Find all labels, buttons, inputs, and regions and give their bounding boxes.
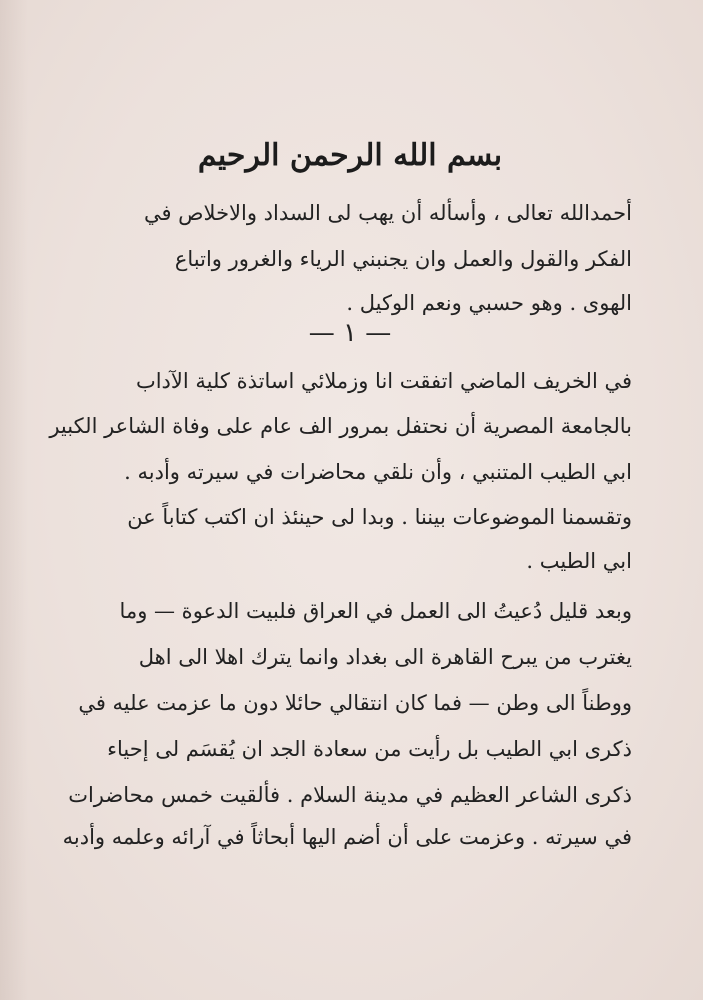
- paragraph-line: بالجامعة المصرية أن نحتفل بمرور الف عام على وفاة الشاعر الكبير: [49, 414, 632, 438]
- paragraph-line: يغترب من يبرح القاهرة الى بغداد وانما يترك اهلا الى اهل: [138, 645, 632, 669]
- paragraph-line: ذكرى الشاعر العظيم في مدينة السلام . فألقيت خمس محاضرات: [68, 783, 632, 807]
- page-heading: بسم الله الرحمن الرحيم: [197, 138, 503, 173]
- section-number: — ١ —: [308, 318, 392, 348]
- paragraph-line: وبعد قليل دُعيتُ الى العمل في العراق فلبيت الدعوة — وما: [119, 599, 632, 623]
- intro-line: الفكر والقول والعمل وان يجنبني الرياء والغرور واتباع: [174, 247, 632, 271]
- paragraph-line: ابي الطيب .: [526, 549, 632, 573]
- intro-line: الهوى . وهو حسبي ونعم الوكيل .: [346, 291, 632, 315]
- paragraph-line: ذكرى ابي الطيب بل رأيت من سعادة الجد ان يُقسَم لى إحياء: [107, 737, 632, 761]
- paragraph-line: ووطناً الى وطن — فما كان انتقالي حائلا دون ما عزمت عليه في: [78, 691, 632, 715]
- paragraph-line: في سيرته . وعزمت على أن أضم اليها أبحاثاً في آرائه وعلمه وأدبه: [62, 825, 632, 849]
- paragraph-line: وتقسمنا الموضوعات بيننا . وبدا لى حينئذ ان اكتب كتاباً عن: [127, 505, 632, 529]
- paragraph-line: في الخريف الماضي اتفقت انا وزملائي اساتذة كلية الآداب: [135, 369, 632, 393]
- paragraph-line: ابي الطيب المتنبي ، وأن نلقي محاضرات في سيرته وأدبه .: [124, 460, 632, 484]
- intro-line: أحمدالله تعالى ، وأسأله أن يهب لى السداد والاخلاص في: [143, 201, 632, 225]
